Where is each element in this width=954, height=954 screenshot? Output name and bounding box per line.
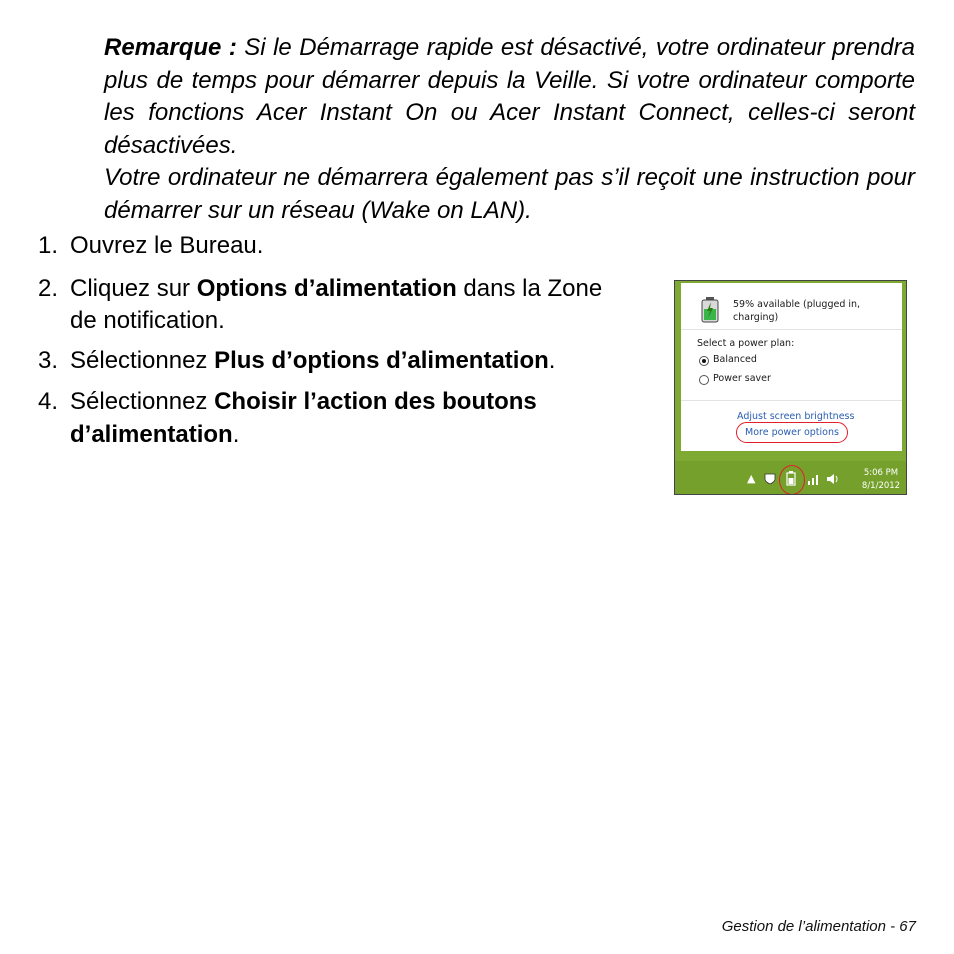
note-paragraph-2: Votre ordinateur ne démarrera également pas s’il reçoit une instruction pour démarrer sur un réseau (Wake on LAN). xyxy=(104,164,915,224)
battery-charging-icon xyxy=(701,297,719,323)
step-1 xyxy=(38,230,618,263)
clock-time: 5:06 PM xyxy=(863,468,899,478)
plan-option-power-saver[interactable]: Power saver xyxy=(713,373,771,384)
highlight-circle xyxy=(736,422,848,443)
step-number: 4. xyxy=(38,388,59,415)
step-3 xyxy=(38,345,618,378)
divider xyxy=(681,329,902,330)
radio-balanced[interactable] xyxy=(699,356,709,366)
adjust-brightness-link[interactable]: Adjust screen brightness xyxy=(737,411,855,422)
step-text-after: . xyxy=(232,420,240,448)
step-2 xyxy=(38,273,618,338)
plan-option-balanced[interactable]: Balanced xyxy=(713,354,757,365)
power-flyout-screenshot xyxy=(674,280,907,495)
step-text: Ouvrez le Bureau. xyxy=(70,232,264,259)
note-paragraph-1 xyxy=(104,32,915,162)
radio-power-saver[interactable] xyxy=(699,375,709,385)
power-plan-label: Select a power plan: xyxy=(697,338,795,349)
clock-date: 8/1/2012 xyxy=(861,481,901,491)
step-4 xyxy=(38,386,618,451)
battery-status-text: 59% available (plugged in, charging) xyxy=(733,299,861,323)
step-number: 2. xyxy=(38,274,59,302)
taskbar-clock[interactable] xyxy=(859,467,903,493)
note-label: Remarque : xyxy=(104,34,237,61)
step-number: 3. xyxy=(38,346,59,374)
page-footer: Gestion de l’alimentation - 67 xyxy=(721,918,916,935)
show-hidden-icons-icon[interactable]: ▲ xyxy=(747,472,756,485)
note-text-1: Si le Démarrage rapide est désactivé, votre ordinateur prendra plus de temps pour démarrer depuis la Veille. Si votre ordinateur comporte les fonctions Acer Instant On ou Acer Instant Connect, celles-ci seront désactivées. xyxy=(104,34,915,159)
step-bold-term: Options d’alimentation xyxy=(196,274,457,302)
note-block xyxy=(104,32,915,227)
step-text-after: dans la Zone de notification. xyxy=(70,274,603,334)
step-bold-term: Plus d’options d’alimentation xyxy=(214,346,549,374)
step-number: 1. xyxy=(38,232,59,259)
highlight-circle xyxy=(779,465,805,495)
security-shield-icon[interactable] xyxy=(764,473,776,488)
volume-icon[interactable] xyxy=(826,473,840,488)
more-power-options-link[interactable]: More power options xyxy=(745,427,839,438)
step-text: Sélectionnez xyxy=(70,346,215,374)
step-text: Sélectionnez xyxy=(70,388,215,415)
divider xyxy=(681,400,902,401)
power-flyout-panel xyxy=(681,283,902,451)
step-text-after: . xyxy=(548,346,556,374)
step-text: Cliquez sur xyxy=(70,274,197,302)
network-signal-icon[interactable] xyxy=(807,473,821,488)
step-bold-term: Choisir l’action des boutons d’alimentation xyxy=(70,388,537,448)
steps-list xyxy=(38,230,618,451)
